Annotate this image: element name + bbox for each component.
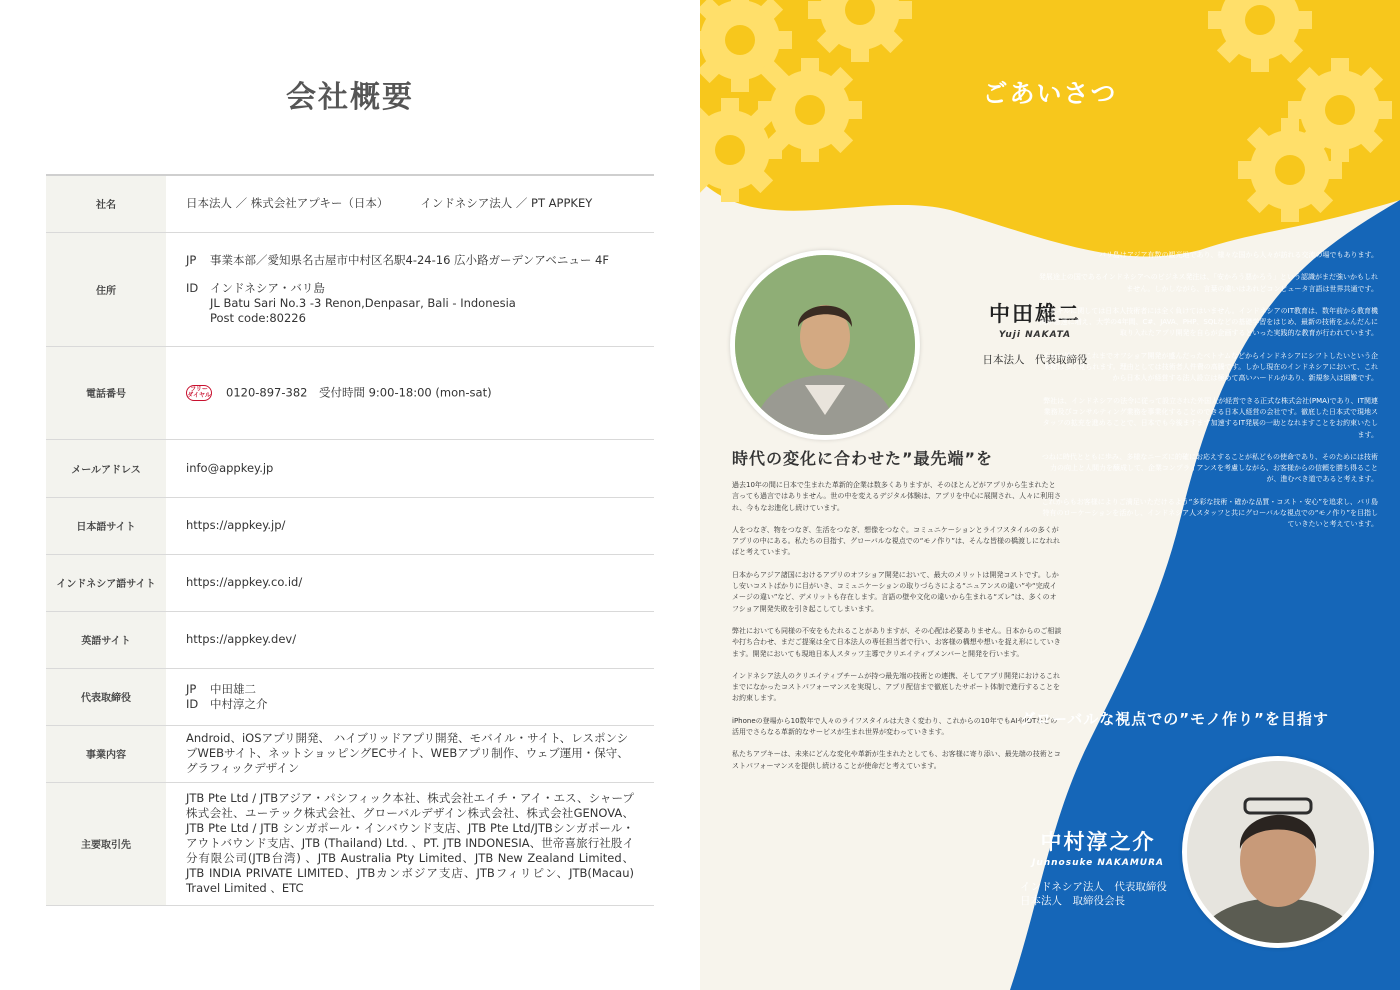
paragraph: 弊社は、インドネシアの法令に従って設立された外国人が経営できる正式な株式会社(PMA)であり、IT関連業務及びコンサルティング業務を事業化することのできる日本人経営の会社です。徹底した日本式で現地スタッフの拡充を進めることで、日本でも今後ますます加速するIT発展の一助となれますことをお約束いたします。 <box>1042 396 1378 439</box>
table-row <box>46 611 654 668</box>
representative-japan: 中田雄二 <box>210 681 256 696</box>
row-label: 英語サイト <box>46 611 166 668</box>
table-row <box>46 232 654 346</box>
paragraph: 弊社においても同様の不安をもたれることがありますが、その心配は必要ありません。日本からのご相談や打ち合わせ、まだご提案は全て日本法人の専任担当者で行い、お客様の構想や想いを捉え形にしていきます。開発においても現地日本人スタッフ主導でクリエイティブメンバーと開発を行います。 <box>732 626 1062 658</box>
main-clients: JTB Pte Ltd / JTBアジア・パシフィック本社、株式会社エイチ・アイ・エス、シャープ株式会社、ユーテック株式会社、グローバルデザイン株式会社、株式会社GENOVA、JTB Pte Ltd / JTB シンガポール・インバウンド支店、JTB Pte Ltd/JTBシンガポール・アウトバウンド支店、JTB (Thailand) Ltd. 、PT. JTB INDONESIA、世帝喜旅行社股イ分有限公司(JTB台湾) 、JTB Australia Pty Limited、JTB New Zealand Limited、JTB INDIA PRIVATE LIMITED、JTBカンボジア支店、JTBフィリピン、JTB(Macau) Travel Limited 、ETC <box>166 782 654 905</box>
table-row <box>46 497 654 554</box>
person1-name: 中田雄二 <box>989 302 1081 326</box>
indonesia-address: JL Batu Sari No.3 -3 Renon,Denpasar, Bali - Indonesia <box>210 295 516 310</box>
paragraph: つねに時代とともに歩み、多様なニーズに的確にお応えすることが私どもの使命であり、そのためには技術力の向上と人間力を醸成して、企業コンプライアンスを考慮しながら、お客様からの信頼を勝ち得ることが、進むべき道であると考えます。 <box>1041 452 1378 484</box>
paragraph: ITスキルに関しては日本人技術者には全く負けてはいません。インドネシアのIT教育は、数年前から教育機関が急速に増え、大学の4年間、C#、JAVA、PHP、SQLなどの基礎学習をはじめ、最新の技術をふんだんに取り入れたアプリ開発を自らが企画するといった実践的な教育が行われています。 <box>1039 306 1378 338</box>
row-label: インドネシア語サイト <box>46 554 166 611</box>
greeting-page <box>700 0 1400 990</box>
section-heading: 時代の変化に合わせた”最先端”を <box>732 449 994 468</box>
paragraph: 日本からアジア諸国におけるアプリのオフショア開発において、最大のメリットは開発コストです。しかし安いコストばかりに目がいき、コミュニケーションの取りづらさによる“ニュアンスの違い”や“完成イメージの違い”など、デメリットも存在します。言語の壁や文化の違いから生まれる“ズレ”は、多くのオフショア開発失敗を引き起こしてしまいます。 <box>732 570 1059 613</box>
phone-number: 0120-897-382 受付時間 9:00-18:00 (mon-sat) <box>226 385 492 399</box>
country-tag: ID <box>186 696 199 711</box>
representative-indonesia: 中村淳之介 <box>210 696 268 711</box>
table-row <box>46 668 654 725</box>
avatar <box>1182 756 1374 948</box>
paragraph: インドネシア法人のクリエイティブチームが持つ最先端の技術との連携、そしてアプリ開発におけるこれまでになかったコストパフォーマンスを実現し、アプリ配信まで徹底したサポート体制で進行することをお約束します。 <box>732 671 1061 703</box>
greeting-body-right <box>1038 250 1378 542</box>
page-title: 会社概要 <box>286 80 414 115</box>
person2-role: インドネシア法人 代表取締役 <box>1020 881 1167 893</box>
company-name-indonesia: インドネシア法人 ／ PT APPKEY <box>420 196 593 211</box>
table-row <box>46 439 654 497</box>
paragraph: 発展途上の国であるインドネシアへのビジネス発注は、「安かろう悪かろう」という認識がまだ強いかもしれません。しかしながら、言葉の違いはあれどコンピュータ言語は世界共通です。 <box>1038 273 1378 293</box>
table-row <box>46 725 654 782</box>
indonesia-location: インドネシア・バリ島 <box>210 280 325 295</box>
business-description: Android、iOSアプリ開発、 ハイブリッドアプリ開発、モバイル・サイト、レスポンシブWEBサイト、ネットショッピングECサイト、WEBアプリ制作、ウェブ運用・保守、グラフィックデザイン <box>166 725 654 782</box>
row-label: 主要取引先 <box>46 782 166 905</box>
table-row <box>46 175 654 232</box>
postal-code: Post code:80226 <box>210 310 306 325</box>
country-tag: JP <box>186 681 197 696</box>
company-info-table <box>46 174 654 906</box>
greeting-title: ごあいさつ <box>982 79 1118 108</box>
person2-role: 日本法人 取締役会長 <box>1020 895 1125 907</box>
person-photo-icon <box>1187 761 1369 943</box>
person2-info <box>1018 826 1178 908</box>
japanese-site-link[interactable]: https://appkey.jp/ <box>166 497 654 554</box>
paragraph: 過去10年の間に日本で生まれた革新的企業は数多くありますが、そのほとんどがアプリから生まれたと言っても過言ではありません。世の中を変えるデジタル体験は、アプリを中心に展開され、人々に利用され、今もなお進化し続けています。 <box>732 481 1062 512</box>
paragraph: iPhoneの登場から10数年で人々のライフスタイルは大きく変わり、これからの10年でもAIやIOTなどの活用でさらなる革新的なサービスが生まれ世界が変わっていきます。 <box>732 716 1058 737</box>
gear-icon <box>1238 118 1342 222</box>
country-tag: JP <box>186 252 197 267</box>
email-link[interactable]: info@appkey.jp <box>166 439 654 497</box>
japan-address: 事業本部／愛知県名古屋市中村区名駅4-24-16 広小路ガーデンアベニュー 4F <box>210 252 609 267</box>
person-photo-icon <box>735 255 915 435</box>
free-dial-line1: フリー <box>190 385 208 393</box>
paragraph: それに伴い、これまでオフショア開発が盛んだったベトナムなどからインドネシアにシフトしたいという企業様は多く見られます。理由としては技術者人件費の高騰です。しかし現在のインドネシアにおいて、これから日本人が経営する法人設立は極めて高いハードルがあり、新規参入は困難です。 <box>1043 351 1378 383</box>
row-label: 事業内容 <box>46 725 166 782</box>
person1-role: 日本法人 代表取締役 <box>982 354 1088 366</box>
row-label: 日本語サイト <box>46 497 166 554</box>
person2-name-en: Junnosuke NAKAMURA <box>1031 858 1165 868</box>
indonesian-site-link[interactable]: https://appkey.co.id/ <box>166 554 654 611</box>
person2-name: 中村淳之介 <box>1040 830 1156 854</box>
paragraph: 人をつなぎ、物をつなぎ、生活をつなぎ、想像をつなぐ。コミュニケーションとライフスタイルの多くがアプリの中にある。私たちの目指す、グローバルな視点での“モノ作り”は、そんな皆様の橋渡しになれればと考えています。 <box>732 525 1060 557</box>
country-tag: ID <box>186 280 199 295</box>
row-label: 住所 <box>46 232 166 346</box>
company-name-japan: 日本法人 ／ 株式会社アプキー（日本） <box>186 196 389 211</box>
table-row <box>46 554 654 611</box>
row-label: 社名 <box>46 175 166 232</box>
greeting-body-left <box>732 480 1062 783</box>
table-row <box>46 346 654 439</box>
paragraph: 私たちアプキーは、未来にどんな変化や革新が生まれたとしても、お客様に寄り添い、最先端の技術とコストパフォーマンスを提供し続けることが使命だと考えています。 <box>732 750 1061 770</box>
free-dial-icon <box>186 385 212 401</box>
row-label: メールアドレス <box>46 439 166 497</box>
section-heading: グローバルな視点での”モノ作り”を目指す <box>1020 710 1329 728</box>
paragraph: バリ島はアジア有数の観光地であり、様々な国から人々が訪れる交流の場でもあります。 <box>1098 251 1378 259</box>
row-label: 代表取締役 <box>46 668 166 725</box>
avatar <box>730 250 920 440</box>
table-row <box>46 782 654 905</box>
free-dial-line2: ダイヤル <box>187 391 211 399</box>
paragraph: これからもお客様によりご満足いただけるよう“多彩な技術・確かな品質・コスト・安心”を追求し、バリ島特有のローケーションを活かし、インドネシア人スタッフと共にグローバルな視点での“モノ作り”を目指していきたいと考えています。 <box>1041 497 1378 529</box>
row-label: 電話番号 <box>46 346 166 439</box>
person1-name-en: Yuji NAKATA <box>998 330 1072 340</box>
english-site-link[interactable]: https://appkey.dev/ <box>166 611 654 668</box>
